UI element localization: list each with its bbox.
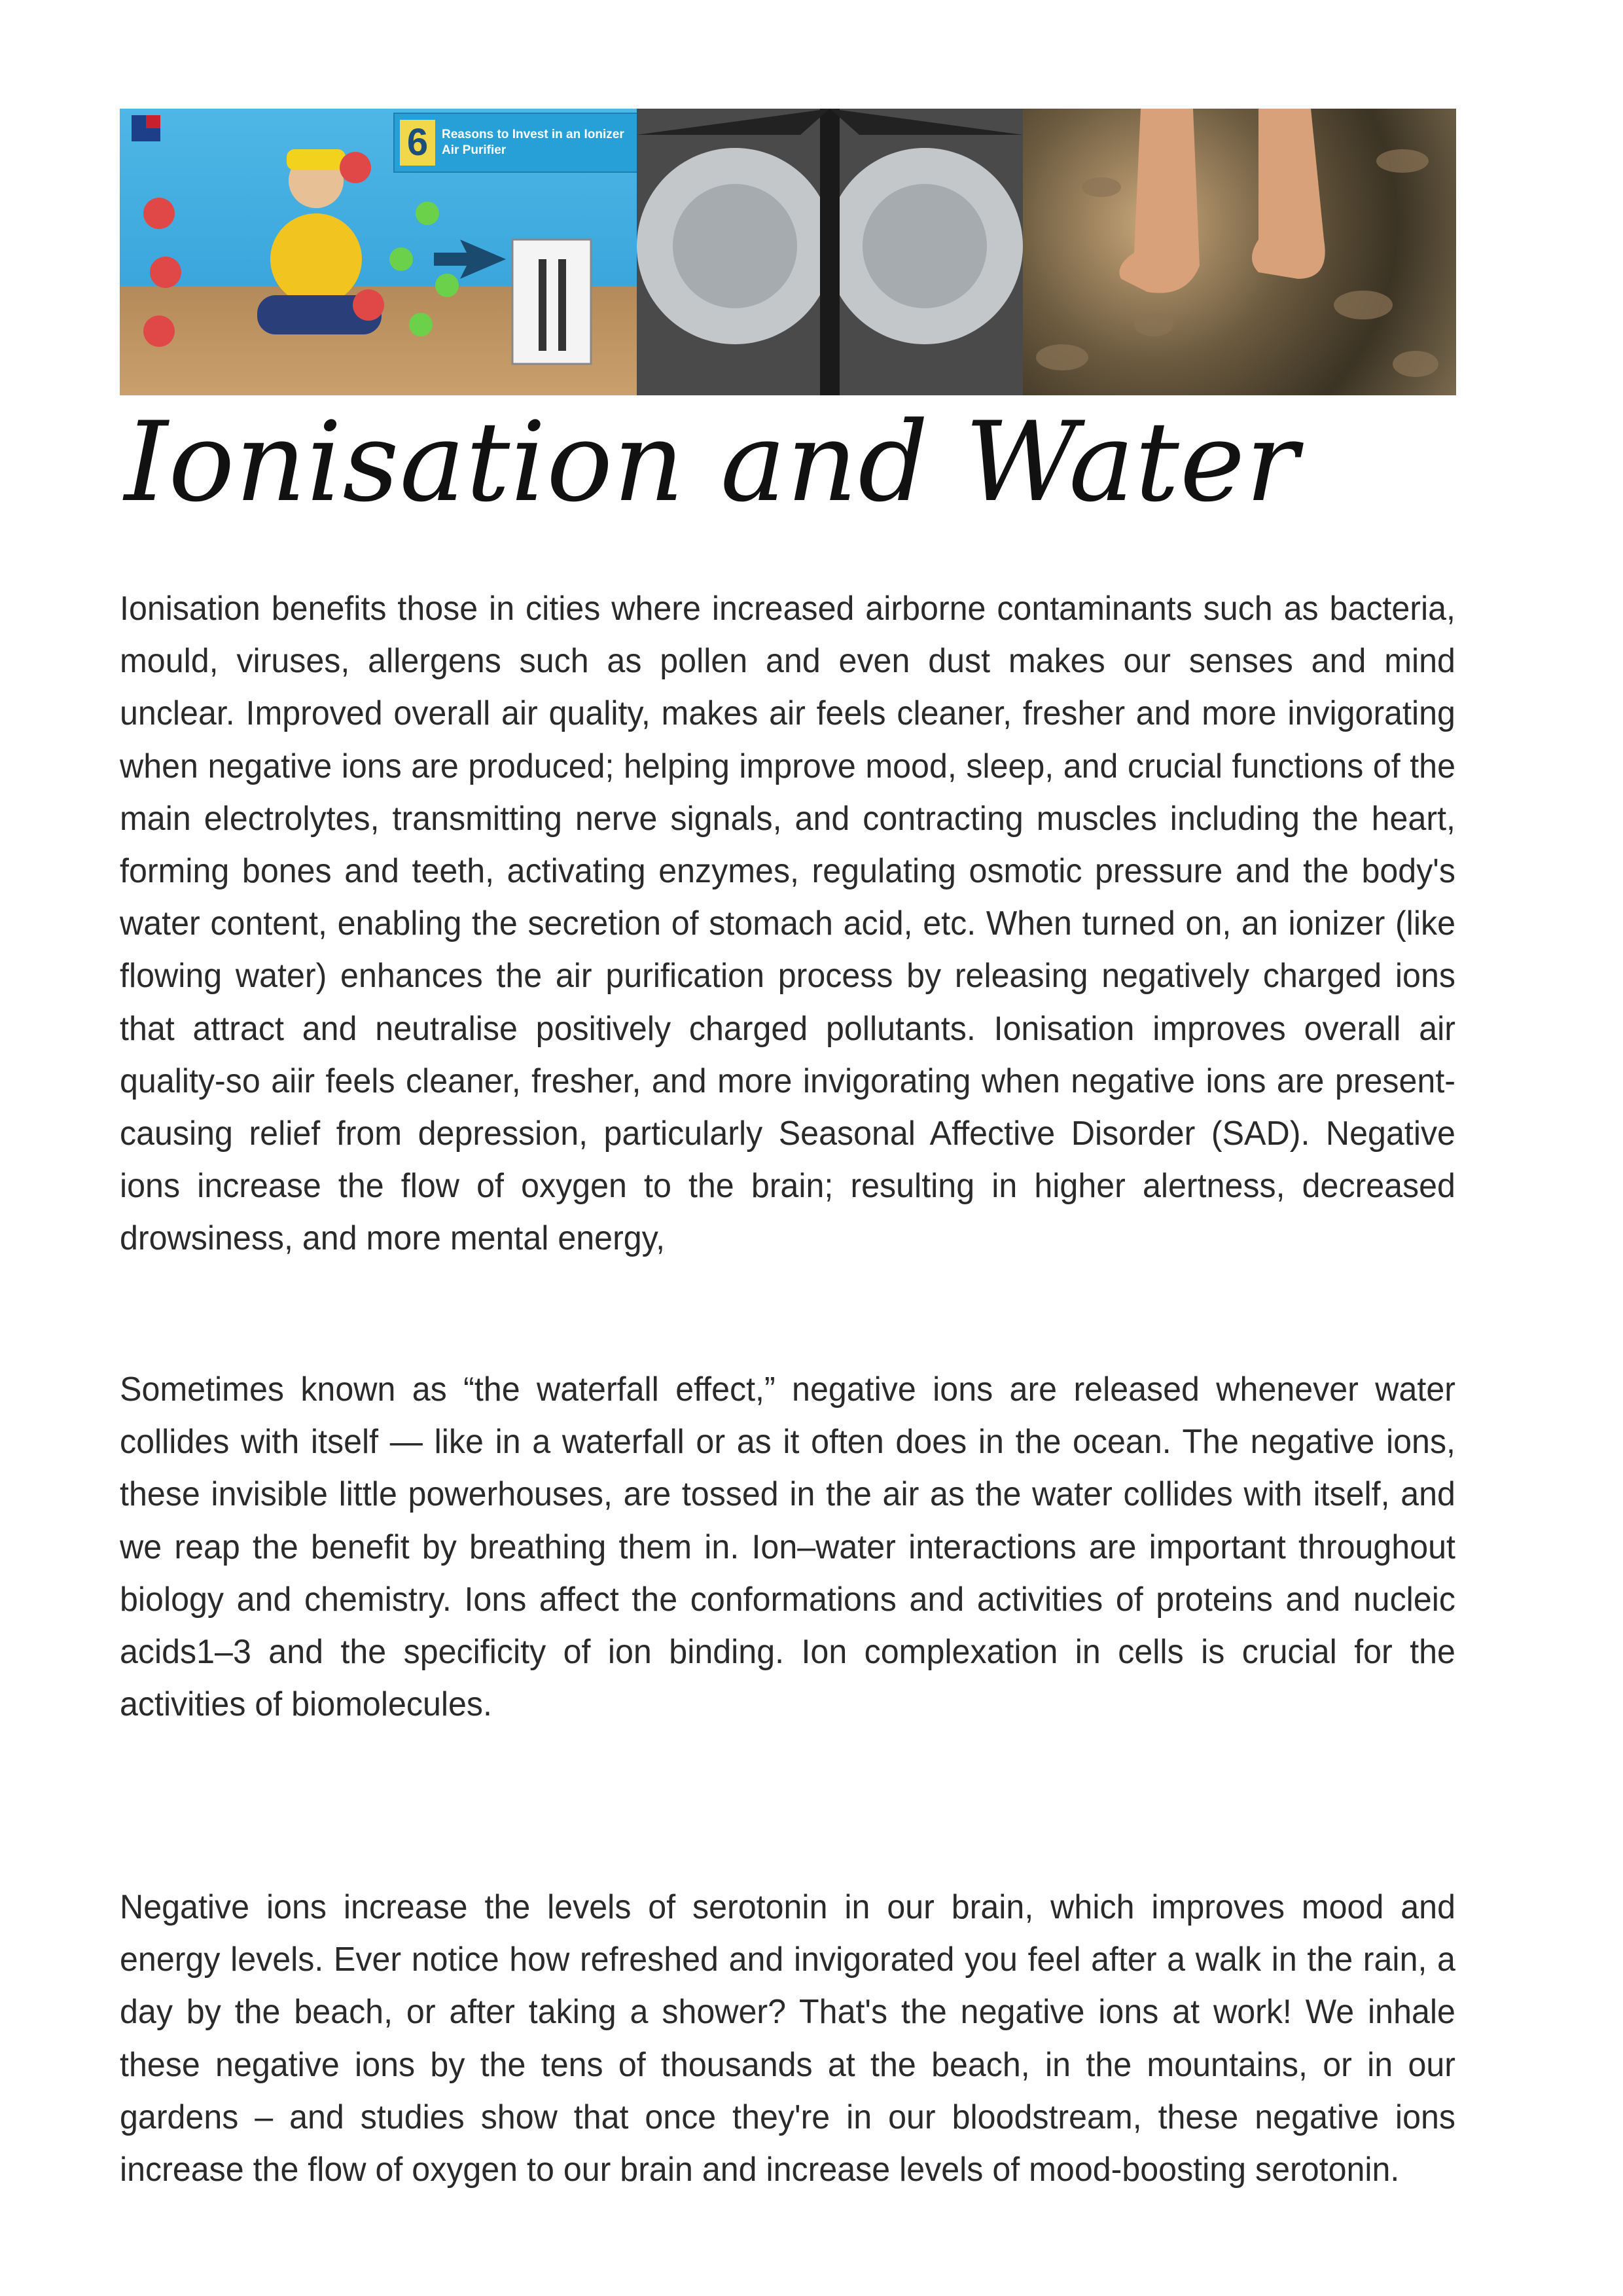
feet-in-water-image	[1023, 109, 1456, 395]
promo-number: 6	[400, 120, 435, 166]
water-splash-illustration	[637, 109, 1023, 395]
ionizer-promo-image	[120, 109, 637, 395]
page-title: Ionisation and Water	[124, 398, 1299, 526]
promo-text: Reasons to Invest in an Ionizer Air Purifier	[442, 128, 624, 157]
water-splash-image	[637, 109, 1023, 395]
body-paragraph: Negative ions increase the levels of serotonin in our brain, which improves mood and energy levels. Ever notice how refreshed and invigorated you feel after a walk in the rain, a day by the beach, or after taking a shower? That's the negative ions at work! We inhale these negative ions by the tens of thousands at the beach, in the mountains, or in our gardens – and studies show that once they're in our bloodstream, these negative ions increase the flow of oxygen to our brain and increase levels of mood-boosting serotonin.	[120, 1888, 1455, 2189]
header-banner	[120, 109, 1456, 395]
body-paragraph: Sometimes known as “the waterfall effect,” negative ions are released whenever water collides with itself — like in a waterfall or as it often does in the ocean. The negative ions, these invisible little powerhouses, are tossed in the air as the water collides with itself, and we reap the benefit by breathing them in. Ion–water interactions are important throughout biology and chemistry. Ions affect the conformations and activities of proteins and nucleic acids1–3 and the specificity of ion binding. Ion complexation in cells is crucial for the activities of biomolecules.	[120, 1371, 1455, 1724]
body-paragraph: Ionisation benefits those in cities where increased airborne contaminants such as bacteria, mould, viruses, allergens such as pollen and even dust makes our senses and mind unclear. Improved overall air quality, makes air feels cleaner, fresher and more invigorating when negative ions are produced; helping improve mood, sleep, and crucial functions of the main electrolytes, transmitting nerve signals, and contracting muscles including the heart, forming bones and teeth, activating enzymes, regulating osmotic pressure and the body's water content, enabling the secretion of stomach acid, etc. When turned on, an ionizer (like flowing water) enhances the air purification process by releasing negatively charged ions that attract and neutralise positively charged pollutants. Ionisation improves overall air quality-so aiir feels cleaner, fresher, and more invigorating when negative ions are present- causing relief from depression, particularly Seasonal Affective Disorder (SAD). Negative ions increase the flow of oxygen to the brain; resulting in higher alertness, decreased drowsiness, and more mental energy,	[120, 590, 1455, 1258]
promo-badge	[393, 113, 637, 173]
feet-pebbles-illustration	[1023, 109, 1456, 395]
